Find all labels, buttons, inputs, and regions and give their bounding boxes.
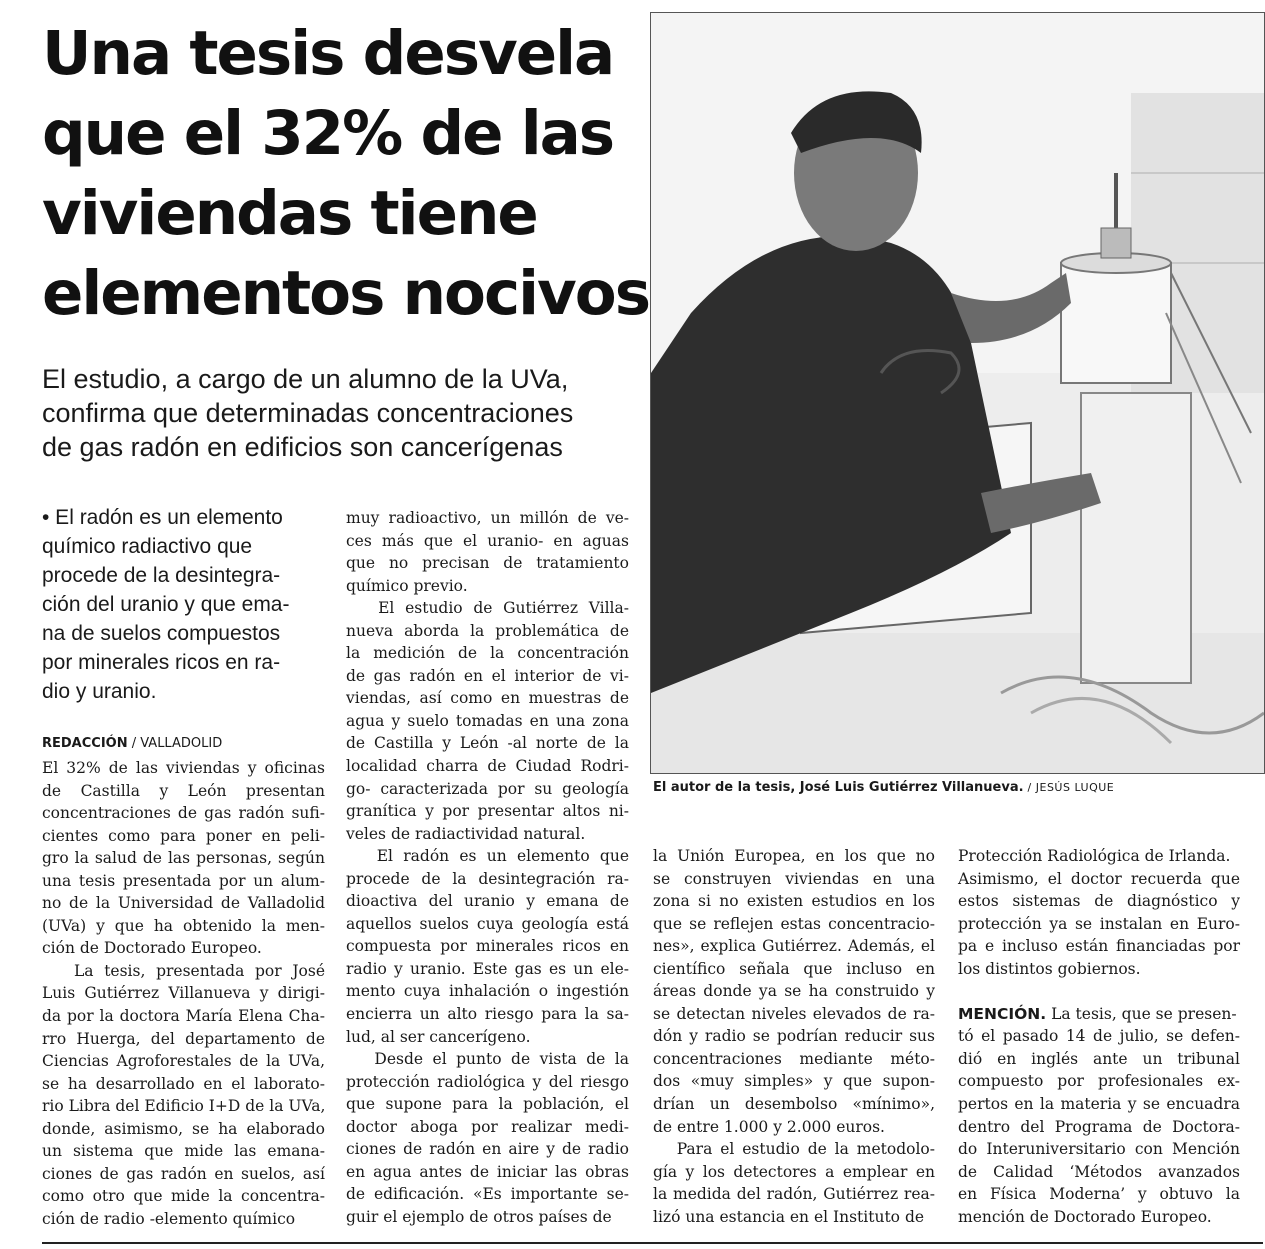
body-line: que supone para la población, el	[346, 1095, 629, 1114]
body-line: rro Huerga, del departamento de	[42, 1029, 325, 1048]
body-line: concentraciones de gas radón sufi-	[42, 804, 325, 823]
body-line: viendas, así como en muestras de	[346, 689, 629, 708]
body-line: dioactiva del uranio y emana de	[346, 892, 629, 911]
body-column-1	[42, 757, 325, 1230]
body-line: radio y uranio. Este gas es un ele-	[346, 959, 629, 978]
body-line: nueva aborda la problemática de	[346, 621, 629, 640]
highlight-line: ción del uranio y que ema-	[42, 593, 290, 616]
body-line: áreas donde ya se ha construido y	[653, 982, 935, 1001]
body-column-4	[958, 845, 1240, 1228]
body-line: concentraciones mediante méto-	[653, 1049, 935, 1068]
body-line: do Interuniversitario con Mención	[958, 1140, 1240, 1159]
body-line: se detectan niveles elevados de ra-	[653, 1004, 935, 1023]
body-line: Para el estudio de la metodolo-	[653, 1140, 935, 1159]
highlight-line: • El radón es un elemento	[42, 506, 283, 529]
body-line: los distintos gobiernos.	[958, 959, 1141, 978]
body-line: en agua antes de iniciar las obras	[346, 1162, 629, 1181]
headline-line: viviendas tiene	[42, 178, 537, 249]
body-line: rio Libra del Edificio I+D de la UVa,	[42, 1097, 326, 1116]
body-line: go- caracterizada por su geología	[346, 779, 629, 798]
body-line: nes», explica Gutiérrez. Además, el	[653, 937, 935, 956]
body-line: de gas radón en el interior de vi-	[346, 666, 629, 685]
byline	[42, 736, 222, 751]
body-line: drían un desembolso «mínimo»,	[653, 1095, 935, 1114]
body-line: ciones de radón en aire y de radio	[346, 1140, 629, 1159]
body-line: estos sistemas de diagnóstico y	[958, 892, 1240, 911]
body-line-rest: La tesis, que se presen-	[1046, 1004, 1237, 1023]
body-line: se ha desarrollado en el laborato-	[42, 1074, 325, 1093]
body-line: la medición de la concentración	[346, 644, 629, 663]
body-line: procede de la desintegración ra-	[346, 869, 629, 888]
body-line: que no precisan de tratamiento	[346, 554, 629, 573]
subtitle	[42, 362, 642, 464]
body-line: científico señala que incluso en	[653, 959, 935, 978]
body-line: (UVa) y que ha obtenido la men-	[42, 916, 325, 935]
body-line: en Física Moderna’ y obtuvo la	[958, 1185, 1240, 1204]
highlight-summary	[42, 503, 322, 706]
body-line: de Calidad ‘Métodos avanzados	[958, 1162, 1240, 1181]
body-line: no de la Universidad de Valladolid	[42, 894, 325, 913]
body-line: ción de radio -elemento químico	[42, 1209, 296, 1228]
body-line: de Castilla y León presentan	[42, 781, 325, 800]
subtitle-line: confirma que determinadas concentraciones	[42, 398, 574, 428]
body-line: mento cuya inhalación o ingestión	[346, 982, 629, 1001]
highlight-line: dio y uranio.	[42, 680, 157, 703]
caption-text: El autor de la tesis, José Luis Gutiérrez Villanueva.	[653, 780, 1024, 795]
body-line: lud, al ser cancerígeno.	[346, 1027, 531, 1046]
body-line: donde, asimismo, se ha elaborado	[42, 1119, 325, 1138]
body-line: encierra un alto riesgo para la sa-	[346, 1005, 629, 1024]
body-line: protección ya se instalan en Euro-	[958, 914, 1240, 933]
body-line: El radón es un elemento que	[346, 847, 629, 866]
photo-illustration	[651, 13, 1264, 773]
subtitle-line: El estudio, a cargo de un alumno de la UVa,	[42, 364, 569, 394]
body-line: de entre 1.000 y 2.000 euros.	[653, 1117, 885, 1136]
body-line: dió en inglés ante un tribunal	[958, 1049, 1240, 1068]
body-line: tó el pasado 14 de julio, se defen-	[958, 1027, 1240, 1046]
body-line: lizó una estancia en el Instituto de	[653, 1207, 925, 1226]
byline-place: / VALLADOLID	[127, 736, 223, 751]
body-line: como otro que mide la concentra-	[42, 1187, 325, 1206]
subtitle-line: de gas radón en edificios son cancerígenas	[42, 432, 563, 462]
body-line: protección radiológica y del riesgo	[346, 1072, 629, 1091]
body-line: compuesto por profesionales ex-	[958, 1072, 1240, 1091]
body-line: veles de radiactividad natural.	[346, 824, 586, 843]
highlight-line: químico radiactivo que	[42, 535, 253, 558]
body-line: muy radioactivo, un millón de ve-	[346, 509, 629, 527]
body-line: químico previo.	[346, 576, 468, 595]
bottom-rule	[42, 1242, 1263, 1244]
body-line: gro la salud de las personas, según	[42, 849, 325, 868]
body-line: ción de Doctorado Europeo.	[42, 939, 262, 958]
body-line: Luis Gutiérrez Villanueva y dirigi-	[42, 984, 325, 1003]
body-line	[958, 1003, 1240, 1026]
byline-author: REDACCIÓN	[42, 736, 128, 751]
paragraph-gap	[958, 980, 1240, 1003]
body-line: cientes como para poner en peli-	[42, 826, 325, 845]
highlight-line: por minerales ricos en ra-	[42, 651, 281, 674]
body-line: dón y radio se podrían reducir sus	[653, 1027, 935, 1046]
body-line: la Unión Europea, en los que no	[653, 847, 935, 865]
body-line: compuesta por minerales ricos en	[346, 937, 629, 956]
body-line: aquellos suelos cuya geología está	[346, 914, 629, 933]
photo-credit: / JESÚS LUQUE	[1023, 781, 1115, 794]
body-line: guir el ejemplo de otros países de	[346, 1207, 612, 1226]
body-line: da por la doctora María Elena Cha-	[42, 1007, 325, 1026]
body-line: Ciencias Agroforestales de la UVa,	[42, 1052, 325, 1071]
body-line: localidad charra de Ciudad Rodri-	[346, 757, 629, 776]
body-line: Asimismo, el doctor recuerda que	[958, 869, 1240, 888]
body-line: dos «muy simples» y que supon-	[653, 1072, 935, 1091]
body-line: una tesis presentada por un alum-	[42, 871, 325, 890]
photo-caption	[653, 780, 1263, 795]
body-line: ces más que el uranio- en aguas	[346, 531, 629, 550]
body-line: pa e incluso están financiadas por	[958, 937, 1240, 956]
body-line: zona si no existen estudios en los	[653, 892, 935, 911]
body-line: La tesis, presentada por José	[42, 961, 325, 980]
body-line: El estudio de Gutiérrez Villa-	[346, 599, 629, 618]
body-line: de edificación. «Es importante se-	[346, 1185, 629, 1204]
section-lead: MENCIÓN.	[958, 1004, 1047, 1023]
body-line: mención de Doctorado Europeo.	[958, 1207, 1212, 1226]
body-line: doctor aboga por realizar medi-	[346, 1117, 629, 1136]
body-line: un sistema que mide las emana-	[42, 1142, 325, 1161]
headline	[42, 14, 650, 334]
headline-line: Una tesis desvela	[42, 18, 614, 89]
body-line: Desde el punto de vista de la	[346, 1050, 629, 1069]
body-line: pertos en la materia y se encuadra	[958, 1095, 1240, 1114]
article-photo	[650, 12, 1265, 774]
body-column-3	[653, 845, 935, 1228]
body-line: Protección Radiológica de Irlanda.	[958, 847, 1231, 865]
body-line: El 32% de las viviendas y oficinas	[42, 759, 325, 777]
body-column-2	[346, 507, 629, 1229]
highlight-line: na de suelos compuestos	[42, 622, 281, 645]
highlight-line: procede de la desintegra-	[42, 564, 281, 587]
body-line: dentro del Programa de Doctora-	[958, 1117, 1240, 1136]
body-line: gía y los detectores a emplear en	[653, 1162, 935, 1181]
headline-line: elementos nocivos	[42, 258, 650, 329]
body-line: que se reflejen estas concentracio-	[653, 914, 935, 933]
body-line: agua y suelo tomadas en una zona	[346, 711, 629, 730]
body-line: granítica y por presentar altos ni-	[346, 802, 629, 821]
body-line: se construyen viviendas en una	[653, 869, 935, 888]
body-line: de Castilla y León -al norte de la	[346, 734, 629, 753]
headline-line: que el 32% de las	[42, 98, 614, 169]
body-line: la medida del radón, Gutiérrez rea-	[653, 1185, 935, 1204]
body-line: ciones de gas radón en suelos, así	[42, 1164, 325, 1183]
